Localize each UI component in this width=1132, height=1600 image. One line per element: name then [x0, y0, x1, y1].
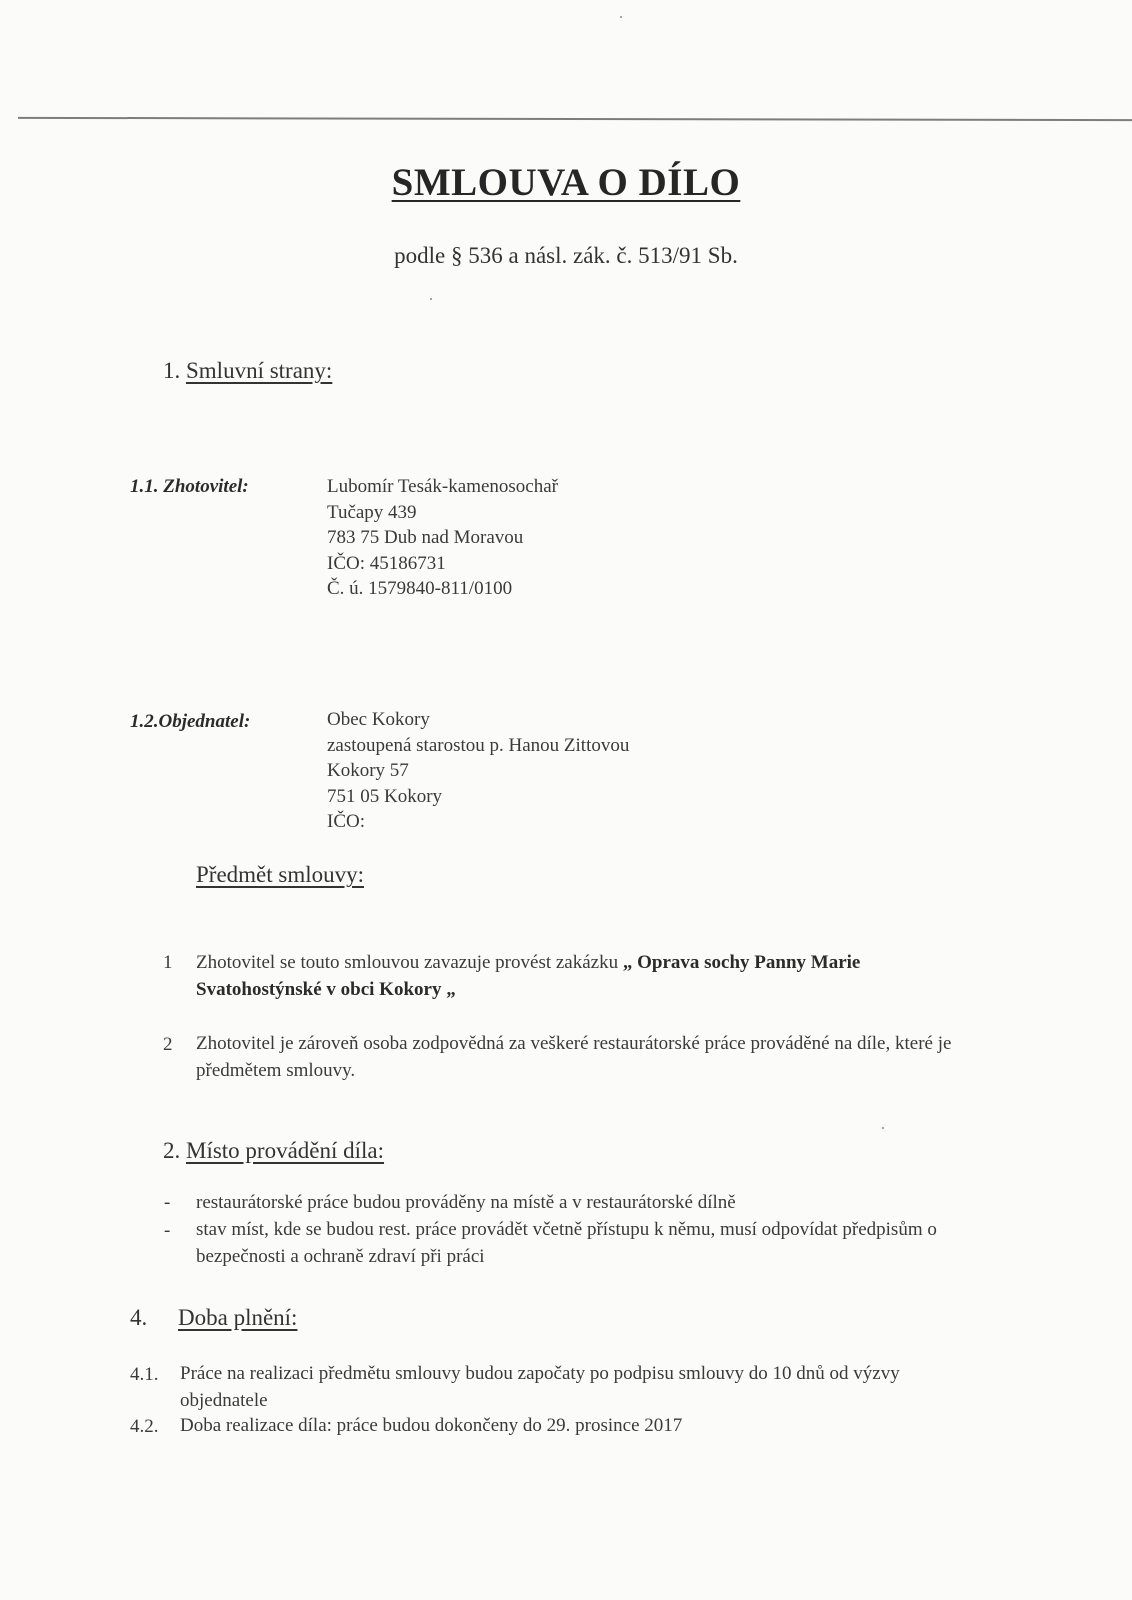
subject-item-2-number: 2 [163, 1034, 173, 1055]
contractor-street: Tučapy 439 [327, 501, 417, 523]
section-2-heading [163, 1138, 388, 1164]
contractor-label: 1.1. Zhotovitel: [130, 476, 249, 497]
subject-item-1-text [196, 949, 956, 1003]
subject-heading [196, 862, 368, 888]
scan-speck [620, 16, 622, 18]
section-1-title: Smluvní strany: [186, 358, 333, 383]
section-2-title: Místo provádění díla: [186, 1138, 385, 1163]
subject-item-1-number: 1 [163, 952, 173, 973]
contractor-details [327, 474, 558, 602]
section-1-number: 1. [163, 358, 181, 383]
section-4-item-1-number: 4.1. [130, 1364, 159, 1385]
client-details [327, 707, 629, 835]
contractor-city: 783 75 Dub nad Moravou [327, 527, 524, 548]
section-2-bullet-2-text: stav míst, kde se budou rest. práce provádět včetně přístupu k němu, musí odpovídat předpisům o bezpečnosti a ochraně zdraví při práci [196, 1219, 937, 1267]
section-4-item-2-number: 4.2. [130, 1416, 159, 1437]
client-representative: zastoupená starostou p. Hanou Zittovou [327, 734, 630, 756]
contractor-name: Lubomír Tesák-kamenosochař [327, 476, 558, 497]
contractor-ico: IČO: 45186731 [327, 552, 446, 574]
section-2-number: 2. [163, 1138, 181, 1163]
subject-item-1-bold: „ Oprava sochy Panny Marie Svatohostýnské v obci Kokory „ [196, 952, 861, 1000]
section-4-item-1-text: Práce na realizaci předmětu smlouvy budou započaty po podpisu smlouvy do 10 dnů od výzvy objednatele [180, 1363, 900, 1411]
client-city: 751 05 Kokory [327, 785, 443, 807]
section-4-item-2-text: Doba realizace díla: práce budou dokončeny do 29. prosince 2017 [180, 1415, 683, 1436]
subject-heading-text: Předmět smlouvy: [196, 862, 365, 887]
section-4-number: 4. [130, 1305, 148, 1330]
client-ico: IČO: [327, 811, 365, 832]
subject-item-1-plain: Zhotovitel se touto smlouvou zavazuje provést zakázku [196, 952, 619, 973]
section-2-bullet-1-mark: - [164, 1192, 171, 1213]
scan-speck [882, 1127, 884, 1129]
document-title [0, 160, 1132, 205]
client-street: Kokory 57 [327, 760, 409, 781]
scan-speck [430, 298, 432, 300]
section-2-bullet-1-text: restaurátorské práce budou prováděny na místě a v restaurátorské dílně [196, 1192, 736, 1213]
section-4-title: Doba plnění: [178, 1305, 298, 1330]
document-title-text: SMLOUVA O DÍLO [391, 161, 741, 204]
section-2-bullet-2-mark: - [164, 1220, 171, 1241]
document-subtitle: podle § 536 a násl. zák. č. 513/91 Sb. [394, 243, 738, 268]
client-label: 1.2.Objednatel: [130, 711, 251, 732]
subject-item-2-text: Zhotovitel je zároveň osoba zodpovědná za veškeré restaurátorské práce prováděné na díle, které je předmětem smlouvy. [196, 1033, 952, 1081]
section-4-heading [130, 1305, 301, 1331]
scan-edge-line [18, 117, 1132, 121]
section-1-heading [163, 358, 336, 384]
client-name: Obec Kokory [327, 709, 430, 730]
contractor-account: Č. ú. 1579840-811/0100 [327, 578, 513, 599]
